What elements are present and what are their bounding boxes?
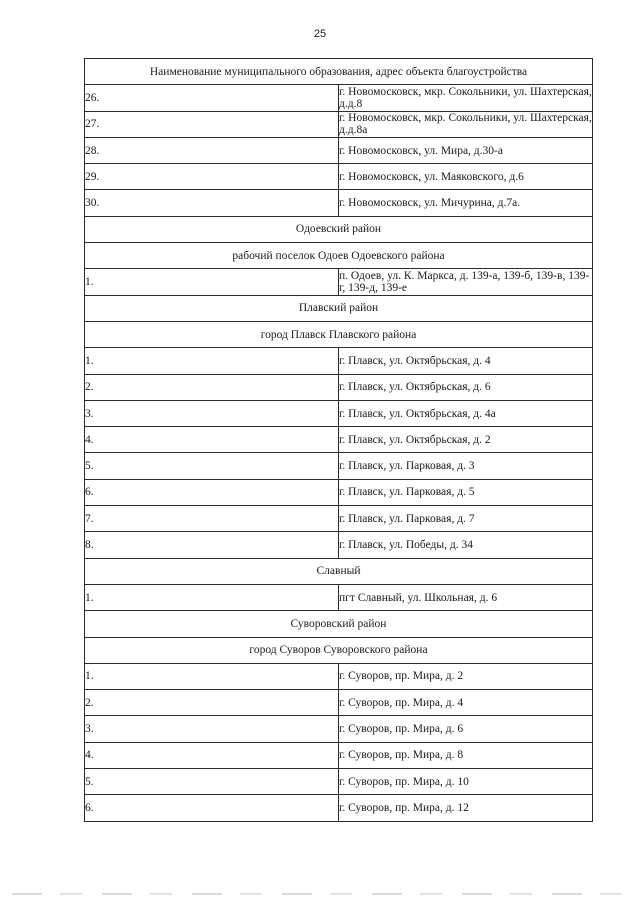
row-number: 1. (85, 348, 339, 374)
table-row (85, 111, 593, 137)
table-row (85, 164, 593, 190)
row-number: 30. (85, 190, 339, 216)
section-row (85, 637, 593, 663)
row-address: г. Плавск, ул. Парковая, д. 5 (339, 479, 593, 505)
row-address: г. Суворов, пр. Мира, д. 6 (339, 716, 593, 742)
row-number: 1. (85, 269, 339, 295)
table-row (85, 716, 593, 742)
row-address: г. Плавск, ул. Октябрьская, д. 2 (339, 427, 593, 453)
table-row (85, 85, 593, 111)
row-address: г. Новомосковск, мкр. Сокольники, ул. Шахтерская, д.д.8а (339, 112, 592, 137)
section-row (85, 243, 593, 269)
row-number: 27. (85, 111, 339, 137)
table-row (85, 795, 593, 821)
table-row (85, 427, 593, 453)
row-address: пгт Славный, ул. Школьная, д. 6 (339, 584, 593, 610)
row-number: 5. (85, 453, 339, 479)
objects-table (84, 58, 593, 822)
row-number: 2. (85, 690, 339, 716)
table-row (85, 137, 593, 163)
table-row (85, 348, 593, 374)
section-title: город Плавск Плавского района (85, 321, 593, 347)
section-row (85, 321, 593, 347)
scan-artifact-line (12, 893, 628, 895)
table-row (85, 532, 593, 558)
row-address: г. Плавск, ул. Парковая, д. 7 (339, 506, 593, 532)
table-row (85, 479, 593, 505)
table-row (85, 453, 593, 479)
row-number: 6. (85, 479, 339, 505)
row-number: 5. (85, 769, 339, 795)
section-title: Одоевский район (85, 216, 593, 242)
row-number: 28. (85, 137, 339, 163)
row-address: г. Суворов, пр. Мира, д. 12 (339, 795, 593, 821)
row-address: г. Суворов, пр. Мира, д. 8 (339, 742, 593, 768)
table-row (85, 190, 593, 216)
table-header-row (85, 59, 593, 85)
table-row (85, 374, 593, 400)
row-address: г. Плавск, ул. Октябрьская, д. 4а (339, 400, 593, 426)
row-number: 26. (85, 85, 339, 111)
section-title: рабочий поселок Одоев Одоевского района (85, 243, 593, 269)
table-row (85, 742, 593, 768)
page-number: 25 (313, 28, 327, 40)
row-address: г. Новомосковск, мкр. Сокольники, ул. Шахтерская, д.д.8 (339, 85, 592, 110)
section-row (85, 558, 593, 584)
row-address: г. Плавск, ул. Октябрьская, д. 4 (339, 348, 593, 374)
section-title: Плавский район (85, 295, 593, 321)
row-number: 8. (85, 532, 339, 558)
section-title: город Суворов Суворовского района (85, 637, 593, 663)
row-number: 3. (85, 400, 339, 426)
row-number: 6. (85, 795, 339, 821)
row-address: г. Новомосковск, ул. Мичурина, д.7а. (339, 190, 593, 216)
section-row (85, 295, 593, 321)
row-number: 29. (85, 164, 339, 190)
row-number: 4. (85, 427, 339, 453)
section-title: Суворовский район (85, 611, 593, 637)
section-title: Славный (85, 558, 593, 584)
row-number: 3. (85, 716, 339, 742)
row-number: 2. (85, 374, 339, 400)
section-row (85, 216, 593, 242)
row-address: п. Одоев, ул. К. Маркса, д. 139-а, 139-б, 139-в, 139-г, 139-д, 139-е (339, 269, 593, 295)
row-address: г. Суворов, пр. Мира, д. 4 (339, 690, 593, 716)
table-row (85, 400, 593, 426)
row-address: г. Суворов, пр. Мира, д. 2 (339, 663, 593, 689)
table-row (85, 690, 593, 716)
row-address: г. Новомосковск, ул. Маяковского, д.6 (339, 164, 593, 190)
row-address: г. Новомосковск, ул. Мира, д.30-а (339, 137, 593, 163)
table-body (85, 59, 593, 822)
row-address: г. Суворов, пр. Мира, д. 10 (339, 769, 593, 795)
row-address: г. Плавск, ул. Парковая, д. 3 (339, 453, 593, 479)
row-number: 7. (85, 506, 339, 532)
row-number: 4. (85, 742, 339, 768)
table-row (85, 663, 593, 689)
row-address: г. Плавск, ул. Октябрьская, д. 6 (339, 374, 593, 400)
table-row (85, 769, 593, 795)
row-number: 1. (85, 584, 339, 610)
table-row (85, 269, 593, 295)
section-row (85, 611, 593, 637)
table-row (85, 506, 593, 532)
row-address: г. Плавск, ул. Победы, д. 34 (339, 532, 593, 558)
row-number: 1. (85, 663, 339, 689)
table-row (85, 584, 593, 610)
table-header: Наименование муниципального образования, адрес объекта благоустройства (85, 59, 593, 85)
